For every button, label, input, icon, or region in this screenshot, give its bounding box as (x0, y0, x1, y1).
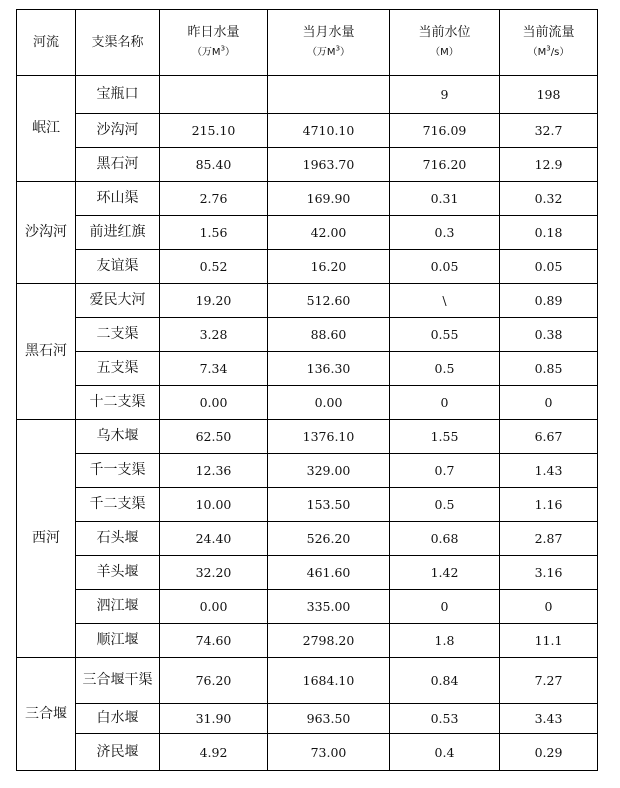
branch-name-cell: 环山渠 (76, 182, 160, 216)
yesterday-volume-cell: 7.34 (160, 352, 268, 386)
current-flow-cell: 198 (500, 76, 598, 114)
branch-name-cell: 爱民大河 (76, 284, 160, 318)
current-level-cell: 0 (390, 590, 500, 624)
current-flow-cell: 0.85 (500, 352, 598, 386)
yesterday-volume-cell (160, 76, 268, 114)
current-flow-cell: 3.16 (500, 556, 598, 590)
current-flow-cell: 0.29 (500, 734, 598, 771)
unit-base: （M） (430, 47, 459, 58)
branch-name-cell: 前进红旗 (76, 216, 160, 250)
table-row (17, 216, 598, 250)
table-row (17, 522, 598, 556)
table-row (17, 250, 598, 284)
yesterday-volume-cell: 0.52 (160, 250, 268, 284)
current-level-cell: 1.55 (390, 420, 500, 454)
yesterday-volume-cell: 32.20 (160, 556, 268, 590)
current-level-cell: 0.84 (390, 658, 500, 704)
table-row (17, 76, 598, 114)
yesterday-volume-cell: 10.00 (160, 488, 268, 522)
current-level-cell: 1.8 (390, 624, 500, 658)
header-level-label: 当前水位 (418, 25, 471, 40)
current-level-cell: 0.53 (390, 704, 500, 734)
unit-end: ） (225, 47, 236, 58)
river-name-cell: 岷江 (17, 76, 76, 182)
month-volume-cell: 153.50 (268, 488, 390, 522)
branch-name-cell: 黑石河 (76, 148, 160, 182)
table-row (17, 420, 598, 454)
yesterday-volume-cell: 0.00 (160, 386, 268, 420)
yesterday-volume-cell: 85.40 (160, 148, 268, 182)
month-volume-cell: 0.00 (268, 386, 390, 420)
header-river: 河流 (17, 10, 76, 76)
current-flow-cell: 2.87 (500, 522, 598, 556)
unit-end: ） (340, 47, 351, 58)
table-row (17, 734, 598, 771)
header-yesterday-unit (162, 44, 265, 61)
table-row (17, 148, 598, 182)
header-month-label: 当月水量 (302, 25, 355, 40)
header-flow-unit (502, 44, 595, 61)
current-level-cell: 716.20 (390, 148, 500, 182)
month-volume-cell: 42.00 (268, 216, 390, 250)
month-volume-cell: 526.20 (268, 522, 390, 556)
month-volume-cell: 136.30 (268, 352, 390, 386)
month-volume-cell: 963.50 (268, 704, 390, 734)
yesterday-volume-cell: 3.28 (160, 318, 268, 352)
current-flow-cell: 3.43 (500, 704, 598, 734)
current-level-cell: 0.3 (390, 216, 500, 250)
month-volume-cell: 16.20 (268, 250, 390, 284)
table-row (17, 590, 598, 624)
current-flow-cell: 6.67 (500, 420, 598, 454)
current-level-cell: 0 (390, 386, 500, 420)
table-row (17, 182, 598, 216)
current-flow-cell: 0.18 (500, 216, 598, 250)
month-volume-cell: 1684.10 (268, 658, 390, 704)
table-row (17, 624, 598, 658)
table-row (17, 454, 598, 488)
month-volume-cell: 335.00 (268, 590, 390, 624)
current-flow-cell: 0.38 (500, 318, 598, 352)
month-volume-cell: 461.60 (268, 556, 390, 590)
branch-name-cell: 石头堰 (76, 522, 160, 556)
header-yesterday-label: 昨日水量 (187, 25, 240, 40)
month-volume-cell: 73.00 (268, 734, 390, 771)
table-body (17, 76, 598, 771)
yesterday-volume-cell: 2.76 (160, 182, 268, 216)
branch-name-cell: 羊头堰 (76, 556, 160, 590)
table-row (17, 556, 598, 590)
branch-name-cell: 宝瓶口 (76, 76, 160, 114)
river-name-cell: 西河 (17, 420, 76, 658)
yesterday-volume-cell: 12.36 (160, 454, 268, 488)
table-row (17, 658, 598, 704)
yesterday-volume-cell: 19.20 (160, 284, 268, 318)
branch-name-cell: 沙沟河 (76, 114, 160, 148)
header-level-unit (392, 44, 497, 61)
header-month-volume (268, 10, 390, 76)
unit-base: （万M (306, 47, 336, 58)
current-level-cell: 9 (390, 76, 500, 114)
current-level-cell: 716.09 (390, 114, 500, 148)
table-row (17, 284, 598, 318)
yesterday-volume-cell: 4.92 (160, 734, 268, 771)
river-name-cell: 黑石河 (17, 284, 76, 420)
current-level-cell: 0.05 (390, 250, 500, 284)
table-row (17, 114, 598, 148)
month-volume-cell: 329.00 (268, 454, 390, 488)
branch-name-cell: 济民堰 (76, 734, 160, 771)
current-level-cell: 0.68 (390, 522, 500, 556)
current-level-cell: 0.55 (390, 318, 500, 352)
branch-name-cell: 千一支渠 (76, 454, 160, 488)
branch-name-cell: 十二支渠 (76, 386, 160, 420)
yesterday-volume-cell: 215.10 (160, 114, 268, 148)
branch-name-cell: 友谊渠 (76, 250, 160, 284)
yesterday-volume-cell: 24.40 (160, 522, 268, 556)
current-level-cell: 0.5 (390, 352, 500, 386)
table-row (17, 704, 598, 734)
unit-base: （M (527, 47, 547, 58)
month-volume-cell: 169.90 (268, 182, 390, 216)
current-level-cell: 0.4 (390, 734, 500, 771)
yesterday-volume-cell: 76.20 (160, 658, 268, 704)
river-name-cell: 三合堰 (17, 658, 76, 771)
table-row (17, 386, 598, 420)
yesterday-volume-cell: 74.60 (160, 624, 268, 658)
branch-name-cell: 顺江堰 (76, 624, 160, 658)
unit-sup: 3 (220, 44, 226, 53)
header-branch-name: 支渠名称 (76, 10, 160, 76)
current-level-cell: 0.7 (390, 454, 500, 488)
current-flow-cell: 0 (500, 590, 598, 624)
current-flow-cell: 0.89 (500, 284, 598, 318)
header-month-unit (270, 44, 387, 61)
branch-name-cell: 二支渠 (76, 318, 160, 352)
month-volume-cell (268, 76, 390, 114)
table-row (17, 488, 598, 522)
current-flow-cell: 0 (500, 386, 598, 420)
current-level-cell: \ (390, 284, 500, 318)
current-flow-cell: 32.7 (500, 114, 598, 148)
unit-sup: 3 (335, 44, 341, 53)
month-volume-cell: 512.60 (268, 284, 390, 318)
current-flow-cell: 1.43 (500, 454, 598, 488)
yesterday-volume-cell: 62.50 (160, 420, 268, 454)
current-flow-cell: 7.27 (500, 658, 598, 704)
table-row (17, 318, 598, 352)
unit-end: /s） (550, 47, 570, 58)
current-flow-cell: 1.16 (500, 488, 598, 522)
current-flow-cell: 11.1 (500, 624, 598, 658)
river-name-cell: 沙沟河 (17, 182, 76, 284)
branch-name-cell: 乌木堰 (76, 420, 160, 454)
header-yesterday-volume (160, 10, 268, 76)
current-level-cell: 0.31 (390, 182, 500, 216)
month-volume-cell: 4710.10 (268, 114, 390, 148)
branch-name-cell: 泗江堰 (76, 590, 160, 624)
month-volume-cell: 2798.20 (268, 624, 390, 658)
branch-name-cell: 白水堰 (76, 704, 160, 734)
current-flow-cell: 12.9 (500, 148, 598, 182)
unit-base: （万M (191, 47, 221, 58)
current-flow-cell: 0.32 (500, 182, 598, 216)
header-current-level (390, 10, 500, 76)
current-flow-cell: 0.05 (500, 250, 598, 284)
current-level-cell: 0.5 (390, 488, 500, 522)
month-volume-cell: 88.60 (268, 318, 390, 352)
water-volume-table (16, 9, 598, 771)
branch-name-cell: 千二支渠 (76, 488, 160, 522)
month-volume-cell: 1963.70 (268, 148, 390, 182)
branch-name-cell: 三合堰干渠 (76, 658, 160, 704)
header-row (17, 10, 598, 76)
yesterday-volume-cell: 0.00 (160, 590, 268, 624)
header-current-flow (500, 10, 598, 76)
yesterday-volume-cell: 31.90 (160, 704, 268, 734)
table-row (17, 352, 598, 386)
current-level-cell: 1.42 (390, 556, 500, 590)
yesterday-volume-cell: 1.56 (160, 216, 268, 250)
header-flow-label: 当前流量 (522, 25, 575, 40)
month-volume-cell: 1376.10 (268, 420, 390, 454)
unit-sup: 3 (546, 44, 551, 53)
branch-name-cell: 五支渠 (76, 352, 160, 386)
